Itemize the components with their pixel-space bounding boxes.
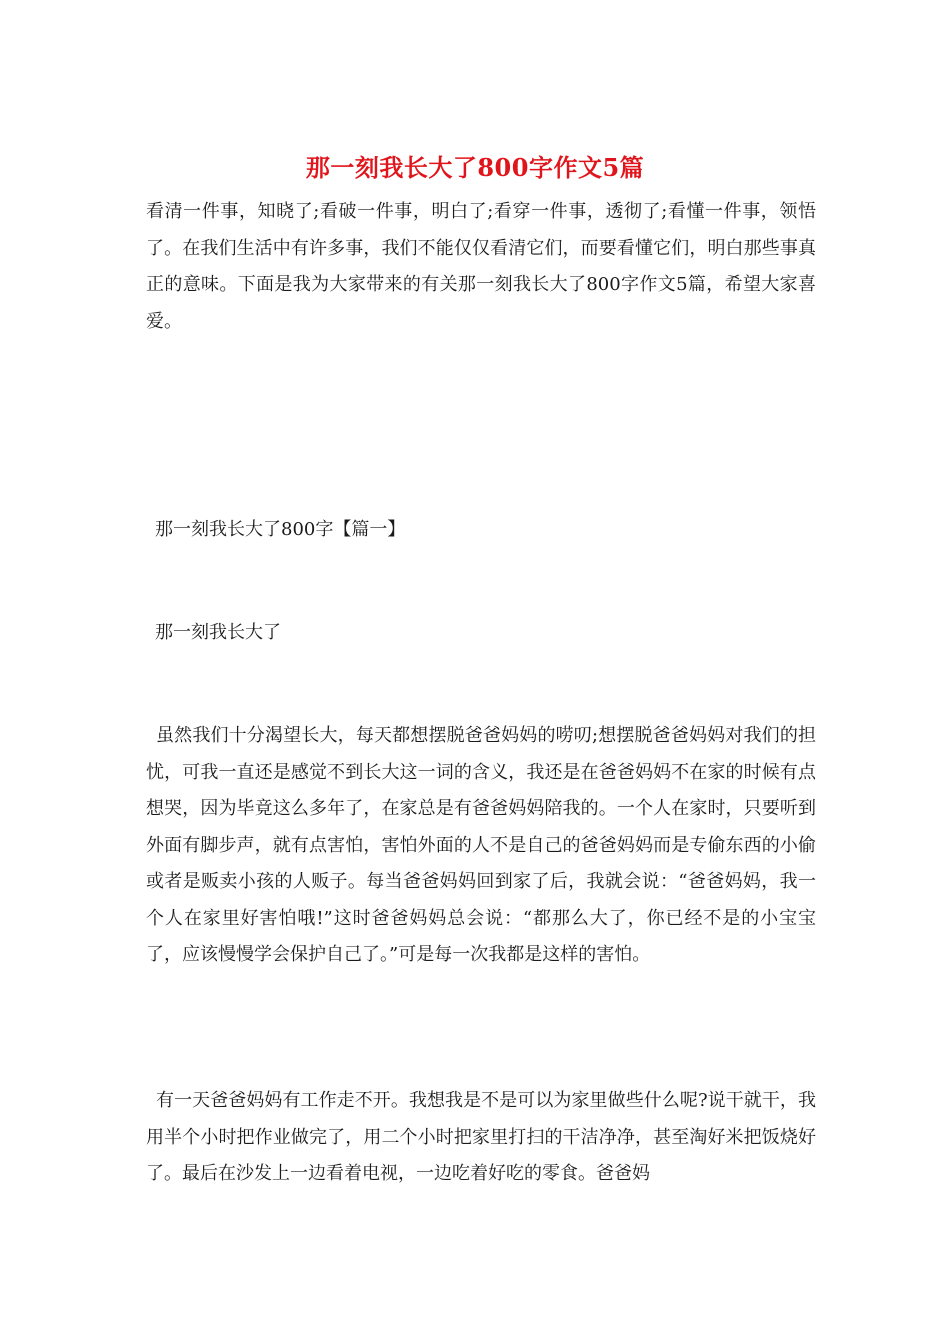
body-paragraph-2: 有一天爸爸妈妈有工作走不开。我想我是不是可以为家里做些什么呢?说干就干，我用半个小时把作业做完了，用二个小时把家里打扫的干洁净净，甚至淘好米把饭烧好了。最后在沙发上一边看着电视，一边吃着好吃的零食。爸爸妈 — [146, 1090, 816, 1184]
section-heading: 那一刻我长大了800字【篇一】 — [155, 519, 406, 540]
body-paragraph-1: 虽然我们十分渴望长大，每天都想摆脱爸爸妈妈的唠叨;想摆脱爸爸妈妈对我们的担忧，可我一直还是感觉不到长大这一词的含义，我还是在爸爸妈妈不在家的时候有点想哭，因为毕竟这么多年了，在家总是有爸爸妈妈陪我的。一个人在家时，只要听到外面有脚步声，就有点害怕，害怕外面的人不是自己的爸爸妈妈而是专偷东西的小偷或者是贩卖小孩的人贩子。每当爸爸妈妈回到家了后，我就会说：“爸爸妈妈，我一个人在家里好害怕哦!”这时爸爸妈妈总会说：“都那么大了，你已经不是的小宝宝了，应该慢慢学会保护自己了。”可是每一次我都是这样的害怕。 — [146, 725, 816, 965]
intro-paragraph: 看清一件事，知晓了;看破一件事，明白了;看穿一件事，透彻了;看懂一件事，领悟了。在我们生活中有许多事，我们不能仅仅看清它们，而要看懂它们，明白那些事真正的意味。下面是我为大家带来的有关那一刻我长大了800字作文5篇，希望大家喜爱。 — [146, 201, 816, 332]
essay-title: 那一刻我长大了 — [155, 622, 281, 643]
document-title: 那一刻我长大了800字作文5篇 — [305, 153, 645, 182]
